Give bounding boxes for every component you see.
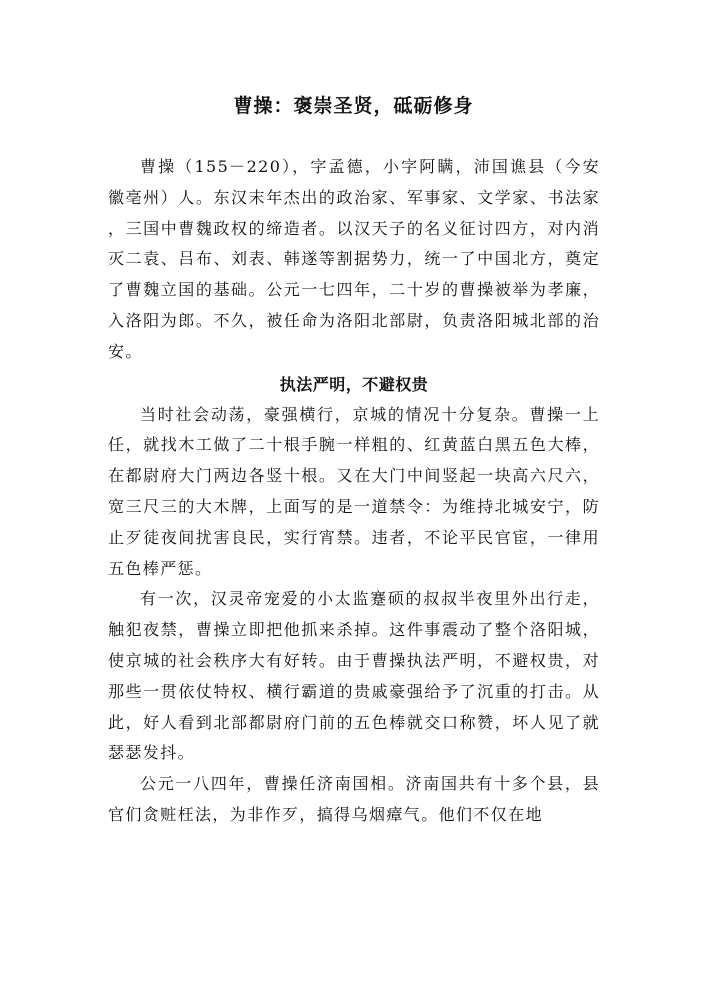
intro-paragraph: 曹操（155－220），字孟德，小字阿瞒，沛国谯县（今安徽亳州）人。东汉末年杰出的政治家、军事家、文学家、书法家 ，三国中曹魏政权的缔造者。以汉天子的名义征讨四方，对内消灭二袁、吕布、刘表、韩遂等割据势力，统一了中国北方，奠定了曹魏立国的基础。公元一七四年，二十岁的曹操被举为孝廉，入洛阳为郎。不久，被任命为洛阳北部尉，负责洛阳城北部的治安。 xyxy=(108,157,600,361)
section-paragraph-1: 当时社会动荡，豪强横行，京城的情况十分复杂。曹操一上任，就找木工做了二十根手腕一样粗的、红黄蓝白黑五色大棒，在都尉府大门两边各竖十根。又在大门中间竖起一块高六尺六，宽三尺三的大木牌，上面写的是一道禁令：为维持北城安宁，防止歹徒夜间扰害良民，实行宵禁。违者，不论平民官宦，一律用五色棒严惩。 xyxy=(108,404,600,578)
section-paragraph-3: 公元一八四年，曹操任济南国相。济南国共有十多个县，县官们贪赃枉法，为非作歹，搞得乌烟瘴气。他们不仅在地 xyxy=(108,774,600,824)
article-body xyxy=(108,152,600,831)
page-title: 曹操：褒崇圣贤，砥砺修身 xyxy=(233,95,474,117)
section-paragraph-2: 有一次，汉灵帝宠爱的小太监蹇硕的叔叔半夜里外出行走，触犯夜禁，曹操立即把他抓来杀掉。这件事震动了整个洛阳城，使京城的社会秩序大有好转。由于曹操执法严明，不避权贵，对那些一贯依仗特权、横行霸道的贵戚豪强给予了沉重的打击。从此，好人看到北部都尉府门前的五色棒就交口称赞，坏人见了就瑟瑟发抖。 xyxy=(108,589,600,763)
section-heading: 执法严明，不避权贵 xyxy=(279,374,429,394)
